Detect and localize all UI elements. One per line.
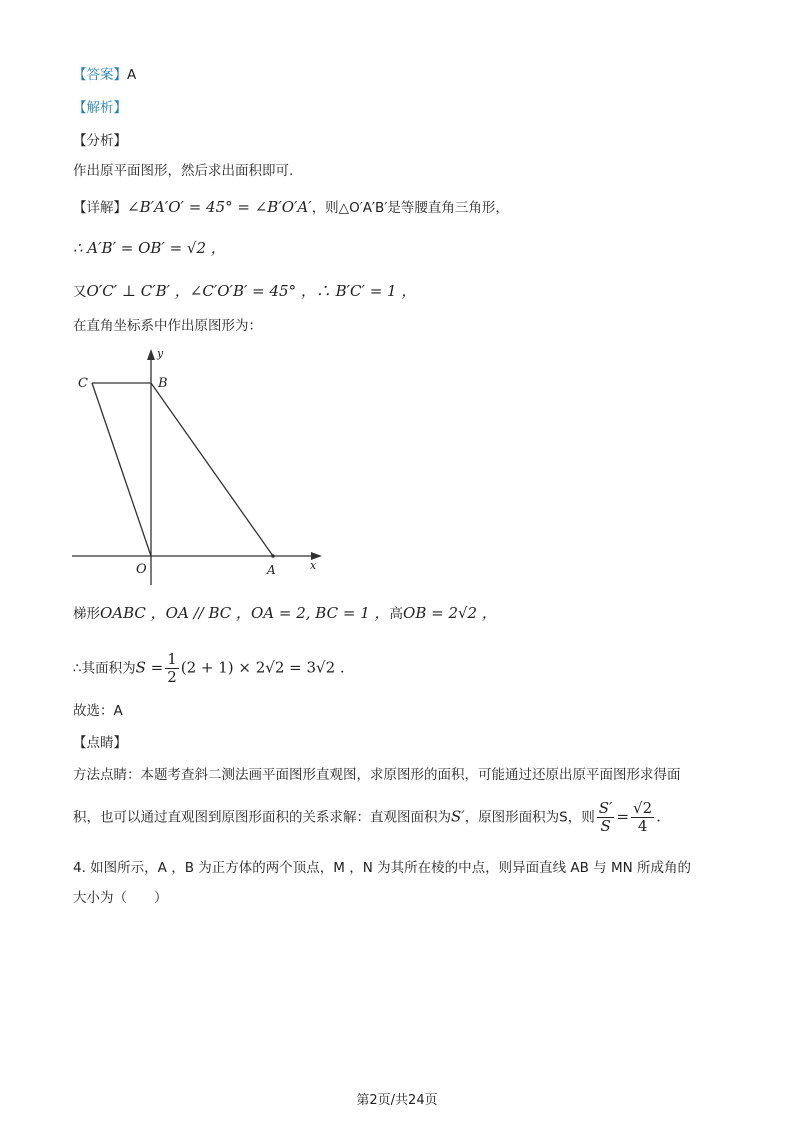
trapezoid-math: OABC ，OA // BC ，OA = 2, BC = 1 ， bbox=[100, 604, 390, 622]
dianjing-fraction-2 bbox=[631, 800, 654, 835]
detail-line3-math: O′C′ ⊥ C′B′ ，∠C′O′B′ = 45° ，∴ B′C′ = 1 ， bbox=[86, 282, 417, 300]
dianjing-frac-num: S′ bbox=[598, 799, 613, 817]
area-prefix: ∴其面积为 bbox=[73, 660, 136, 677]
detail-label: 【详解】 bbox=[73, 200, 127, 216]
trapezoid-prefix: 梯形 bbox=[73, 606, 100, 622]
label-C: C bbox=[78, 376, 88, 391]
question4-line-2: 大小为（ ） bbox=[73, 890, 168, 906]
dianjing-frac2-num: √2 bbox=[633, 799, 653, 817]
label-B: B bbox=[158, 376, 168, 391]
y-axis-arrow bbox=[147, 349, 155, 360]
dianjing-text2a: 积，也可以通过直观图到原图形面积的关系求解：直观图面积为 bbox=[73, 809, 451, 826]
dianjing-frac2-den: 4 bbox=[637, 817, 648, 835]
label-A: A bbox=[267, 563, 276, 577]
fenxi-label: 【分析】 bbox=[73, 133, 127, 149]
analysis-label: 【解析】 bbox=[73, 100, 127, 116]
area-frac-num: 1 bbox=[167, 650, 177, 668]
trapezoid-line bbox=[73, 603, 497, 624]
dianjing-text2c: ，原图形面积为S，则 bbox=[464, 809, 595, 826]
area-fraction bbox=[165, 651, 179, 686]
question4-line-1: 4. 如图所示，A ，B 为正方体的两个顶点，M ，N 为其所在棱的中点，则异面直线 AB 与 MN 所成角的 bbox=[73, 860, 691, 876]
detail-line3-prefix: 又 bbox=[73, 284, 87, 300]
area-lhs: S = bbox=[135, 658, 164, 677]
answer-line bbox=[73, 65, 136, 85]
area-line bbox=[73, 651, 345, 686]
dianjing-text-1: 方法点睛：本题考查斜二测法画平面图形直观图，求原图形的面积，可能通过还原出原平面图形求得面 bbox=[73, 767, 681, 783]
dianjing-sprime: S′ bbox=[451, 807, 465, 826]
answer-value: A bbox=[127, 67, 137, 83]
label-y: y bbox=[157, 347, 164, 360]
label-O: O bbox=[136, 562, 147, 577]
point-A-dot bbox=[271, 554, 275, 558]
label-x: x bbox=[310, 559, 317, 572]
detail-line-4: 在直角坐标系中作出原图形为： bbox=[73, 318, 262, 334]
fenxi-text: 作出原平面图形，然后求出面积即可. bbox=[73, 163, 294, 179]
dianjing-label: 【点睛】 bbox=[73, 735, 127, 751]
area-frac-den: 2 bbox=[167, 668, 177, 686]
detail-line1-suffix: ，则△O′A′B′是等腰直角三角形， bbox=[311, 200, 509, 216]
segment-CO bbox=[92, 383, 151, 556]
detail-angle-eq: ∠B′A′O′ = 45° = ∠B′O′A′ bbox=[127, 198, 312, 216]
detail-line-1 bbox=[73, 197, 509, 218]
trapezoid-height-label: 高 bbox=[389, 606, 404, 622]
dianjing-frac-den: S bbox=[600, 817, 611, 835]
coordinate-figure bbox=[70, 340, 330, 585]
dianjing-end: . bbox=[656, 807, 661, 826]
choice-line: 故选：A bbox=[73, 703, 123, 719]
detail-line-3 bbox=[73, 281, 416, 302]
dianjing-text-2 bbox=[73, 800, 661, 835]
area-rhs: (2 + 1) × 2√2 = 3√2 . bbox=[180, 658, 345, 677]
answer-label: 【答案】 bbox=[73, 67, 127, 83]
segment-BA bbox=[151, 383, 273, 556]
trapezoid-height-math: OB = 2√2 ， bbox=[403, 604, 497, 622]
page-footer: 第2页/共24页 bbox=[356, 1093, 438, 1108]
dianjing-fraction-1 bbox=[597, 800, 615, 835]
dianjing-eq: = bbox=[616, 807, 630, 826]
detail-line-2: ∴ A′B′ = OB′ = √2 ， bbox=[73, 239, 226, 257]
